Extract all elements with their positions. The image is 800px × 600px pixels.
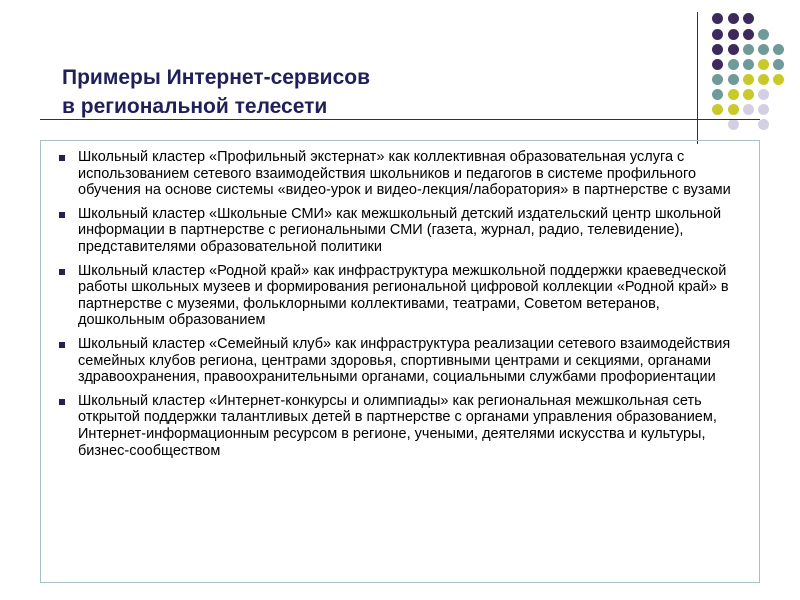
bullet-text: Школьный кластер «Школьные СМИ» как межшкольный детский издательский центр школьной информации в партнерстве с региональными СМИ (газета, журнал, радио, телевидение), представителями образовательной политики — [78, 205, 722, 255]
square-bullet-icon — [59, 399, 65, 405]
square-bullet-icon — [59, 155, 65, 161]
decor-dot — [728, 29, 739, 40]
content-box — [40, 140, 760, 583]
bullet-list — [41, 141, 759, 459]
decor-dot — [773, 59, 784, 70]
bullet-text: Школьный кластер «Интернет-конкурсы и олимпиады» как региональная межшкольная сеть открытой поддержки талантливых детей в партнерстве с органами управления образованием, Интернет-информационным ресурсом в регионе, учеными, деятелями искусства и культуры, бизнес-сообществом — [78, 392, 717, 459]
decor-dot — [743, 74, 754, 85]
decor-dot — [758, 119, 769, 130]
decor-dot — [712, 59, 723, 70]
decor-dot — [728, 13, 739, 24]
decor-dot — [712, 44, 723, 55]
decor-dot — [743, 59, 754, 70]
decor-dot — [743, 29, 754, 40]
decor-dot — [758, 29, 769, 40]
decor-dot — [712, 89, 723, 100]
bullet-text: Школьный кластер «Семейный клуб» как инфраструктура реализации сетевого взаимодействия семейных клубов региона, центрами здоровья, спортивными центрами и секциями, органами здравоохранения, правоохранительными органами, социальными службами профориентации — [78, 335, 731, 386]
decor-dot — [712, 104, 723, 115]
bullet-item-native-land — [57, 263, 749, 329]
decor-dot — [728, 74, 739, 85]
decor-dot — [728, 44, 739, 55]
bullet-item-internet-contests — [57, 393, 749, 459]
decor-dot — [773, 44, 784, 55]
decor-dot — [712, 74, 723, 85]
decor-dot — [758, 44, 769, 55]
decor-dot — [758, 104, 769, 115]
bullet-item-profile-external — [57, 149, 749, 199]
slide-title-line-1: Примеры Интернет-сервисов — [62, 66, 370, 89]
decor-dot — [728, 104, 739, 115]
decor-dot — [712, 13, 723, 24]
bullet-text: Школьный кластер «Профильный экстернат» как коллективная образовательная услуга с использованием сетевого взаимодействия школьников и педагогов в системе профильного обучения на основе системы «видео-урок и видео-лекция/лаборатория» в партнерстве с вузами — [78, 149, 731, 199]
decor-dot — [758, 89, 769, 100]
decor-dot — [743, 104, 754, 115]
decor-dot — [743, 13, 754, 24]
decor-dot — [743, 44, 754, 55]
decor-dot — [728, 119, 739, 130]
square-bullet-icon — [59, 212, 65, 218]
decor-dot — [758, 59, 769, 70]
decor-dot — [728, 59, 739, 70]
bullet-item-school-media — [57, 206, 749, 256]
decor-dot — [728, 89, 739, 100]
bullet-item-family-club — [57, 336, 749, 386]
decorative-vertical-line — [697, 12, 698, 144]
decor-dot — [743, 89, 754, 100]
square-bullet-icon — [59, 342, 65, 348]
slide-title — [62, 63, 622, 121]
decor-dot — [773, 74, 784, 85]
decor-dot — [758, 74, 769, 85]
slide-title-line-2: в региональной телесети — [62, 95, 328, 118]
bullet-text: Школьный кластер «Родной край» как инфраструктура межшкольной поддержки краеведческой работы школьных музеев и формирования региональной цифровой коллекции «Родной край» в партнерстве с музеями, фольклорными коллективами, театрами, Советом ветеранов, дошкольным образованием — [78, 262, 729, 329]
decor-dot — [712, 29, 723, 40]
square-bullet-icon — [59, 269, 65, 275]
